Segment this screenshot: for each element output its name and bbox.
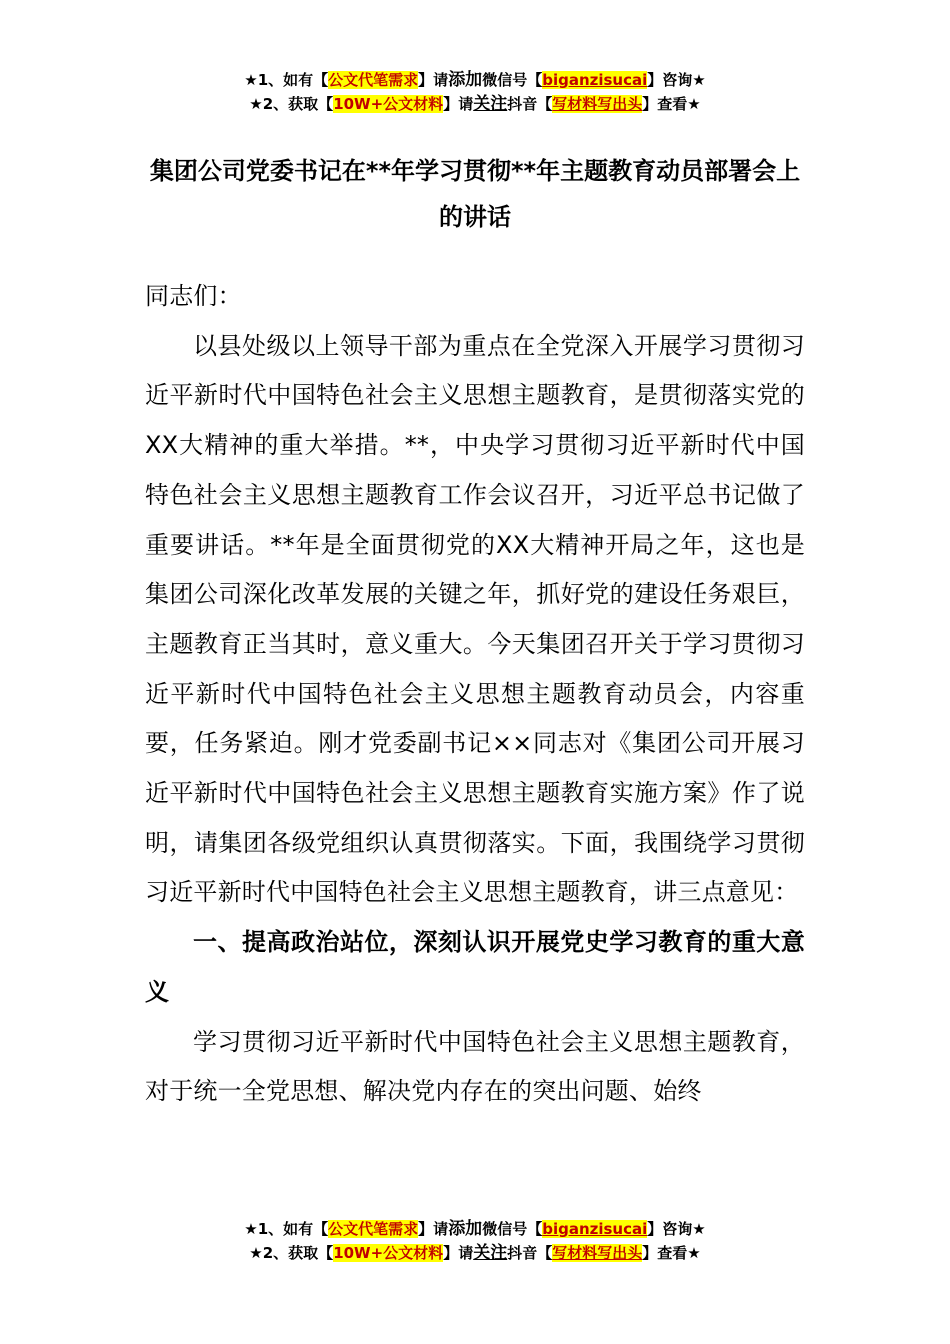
- banner-line-1: [0, 68, 950, 92]
- banner-text: 】查看★: [642, 95, 701, 113]
- banner-text: 】请: [443, 95, 474, 113]
- banner-highlight: 公文代笔需求: [328, 71, 419, 89]
- banner-text: ★1、如有【: [244, 71, 329, 89]
- banner-text: 】请: [443, 1244, 474, 1262]
- section-heading: 一、提高政治站位，深刻认识开展党史学习教育的重大意义: [145, 928, 805, 1006]
- banner-text: ★2、获取【: [249, 1244, 334, 1262]
- banner-line-2: [0, 92, 950, 116]
- banner-wechat-id: biganzisucai: [542, 1220, 648, 1238]
- banner-highlight: 写材料写出头: [552, 95, 643, 113]
- banner-wechat-id: biganzisucai: [542, 71, 648, 89]
- banner-line-2: [0, 1241, 950, 1265]
- header-banner: [0, 68, 950, 116]
- banner-text: 微信号【: [482, 1220, 543, 1238]
- banner-text: 关注: [473, 1243, 508, 1263]
- banner-text: 】请: [418, 1220, 449, 1238]
- banner-text: 抖音【: [507, 95, 553, 113]
- banner-highlight: 写材料写出头: [552, 1244, 643, 1262]
- body-paragraph: 学习贯彻习近平新时代中国特色社会主义思想主题教育，对于统一全党思想、解决党内存在的突出问题、始终: [145, 1027, 805, 1106]
- banner-text: ★2、获取【: [249, 95, 334, 113]
- banner-text: 】咨询★: [647, 1220, 706, 1238]
- banner-text: ★1、如有【: [244, 1220, 329, 1238]
- banner-highlight: 10W+公文材料: [333, 95, 444, 113]
- document-title: 集团公司党委书记在**年学习贯彻**年主题教育动员部署会上的讲话: [149, 157, 801, 231]
- banner-text: 关注: [473, 94, 508, 114]
- footer-banner: [0, 1217, 950, 1265]
- banner-text: 】请: [418, 71, 449, 89]
- salutation: 同志们：: [145, 282, 242, 310]
- banner-text: 微信号【: [482, 71, 543, 89]
- banner-highlight: 10W+公文材料: [333, 1244, 444, 1262]
- document-body: [145, 272, 805, 1117]
- body-paragraph: 以县处级以上领导干部为重点在全党深入开展学习贯彻习近平新时代中国特色社会主义思想主题教育，是贯彻落实党的XX大精神的重大举措。**，中央学习贯彻习近平新时代中国特色社会主义思想主题教育工作会议召开，习近平总书记做了重要讲话。**年是全面贯彻党的XX大精神开局之年，这也是集团公司深化改革发展的关键之年，抓好党的建设任务艰巨，主题教育正当其时，意义重大。今天集团召开关于学习贯彻习近平新时代中国特色社会主义思想主题教育动员会，内容重要，任务紧迫。刚才党委副书记××同志对《集团公司开展习近平新时代中国特色社会主义思想主题教育实施方案》作了说明，请集团各级党组织认真贯彻落实。下面，我围绕学习贯彻习近平新时代中国特色社会主义思想主题教育，讲三点意见：: [145, 331, 805, 907]
- banner-text: 添加: [448, 1219, 483, 1239]
- banner-text: 】查看★: [642, 1244, 701, 1262]
- banner-line-1: [0, 1217, 950, 1241]
- banner-text: 添加: [448, 70, 483, 90]
- banner-text: 抖音【: [507, 1244, 553, 1262]
- banner-text: 】咨询★: [647, 71, 706, 89]
- banner-highlight: 公文代笔需求: [328, 1220, 419, 1238]
